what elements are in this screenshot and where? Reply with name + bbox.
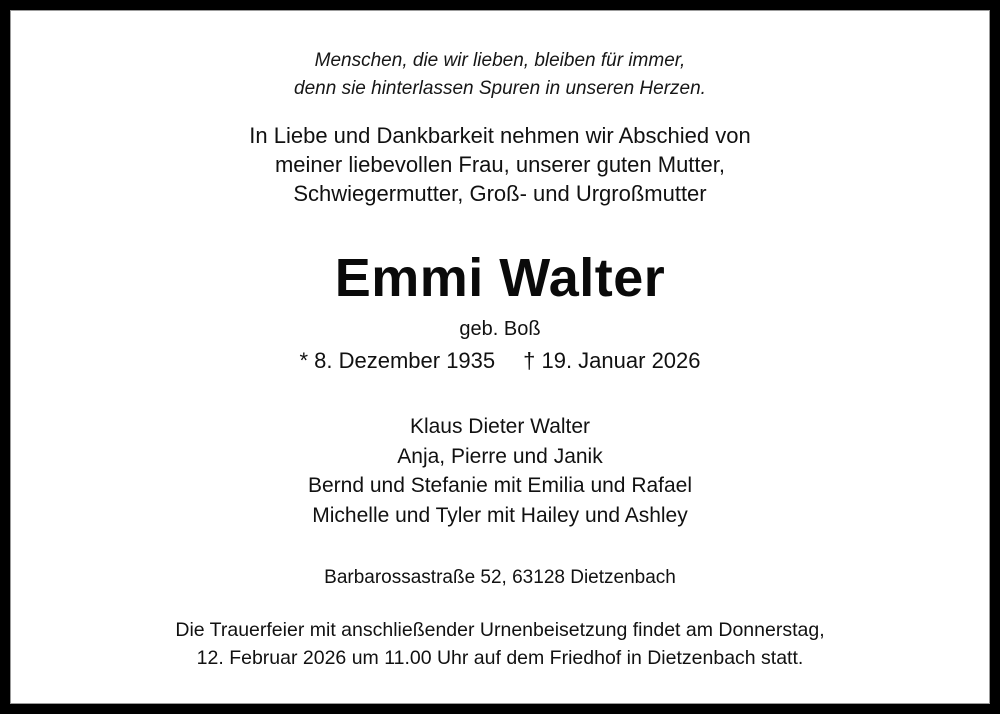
farewell-intro-line-3: Schwiegermutter, Groß- und Urgroßmutter [293,181,707,206]
mourners-list [11,412,989,530]
epigraph [11,47,989,103]
birth-date: * 8. Dezember 1935 [299,348,496,373]
farewell-intro-line-1: In Liebe und Dankbarkeit nehmen wir Abschied von [249,123,751,148]
deceased-name: Emmi Walter [334,248,666,308]
funeral-info [11,617,989,672]
obituary-notice [10,10,990,704]
funeral-info-line-2: 12. Februar 2026 um 11.00 Uhr auf dem Friedhof in Dietzenbach statt. [196,646,804,669]
maiden-name: geb. Boß [459,318,541,340]
mourner-line: Anja, Pierre und Janik [397,444,603,468]
farewell-intro-line-2: meiner liebevollen Frau, unserer guten Mutter, [274,152,725,177]
family-address: Barbarossastraße 52, 63128 Dietzenbach [324,567,676,588]
mourner-line: Klaus Dieter Walter [409,415,591,438]
epigraph-line-1: Menschen, die wir lieben, bleiben für immer, [314,50,686,71]
funeral-info-line-1: Die Trauerfeier mit anschließender Urnenbeisetzung findet am Donnerstag, [175,619,825,641]
mourner-line: Michelle und Tyler mit Hailey und Ashley [312,503,688,527]
mourner-line: Bernd und Stefanie mit Emilia und Rafael [307,474,693,497]
farewell-intro [11,121,989,208]
life-dates [11,346,989,376]
epigraph-line-2: denn sie hinterlassen Spuren in unseren Herzen. [294,78,706,99]
death-date: † 19. Januar 2026 [523,348,701,373]
